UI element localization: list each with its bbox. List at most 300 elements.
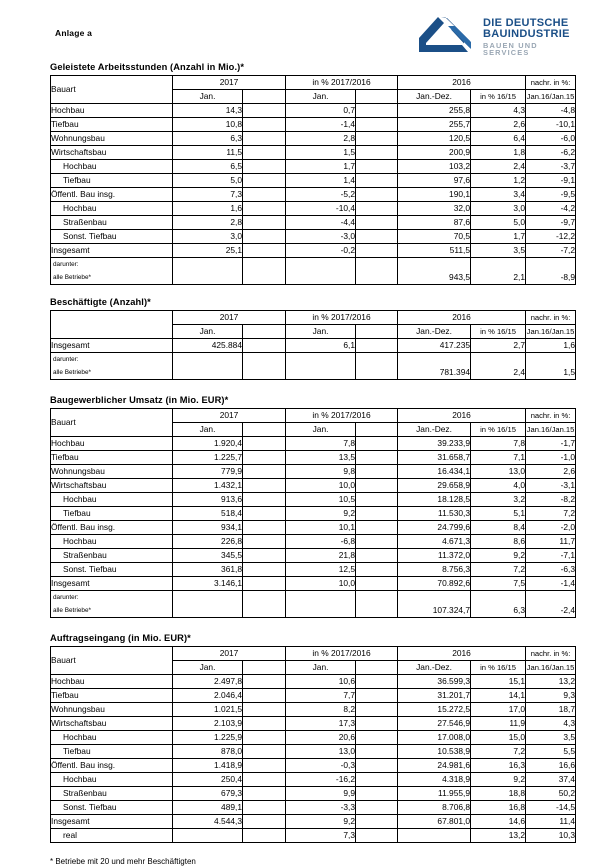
table-body (51, 675, 576, 815)
section-arbeitsstunden (50, 62, 575, 285)
cell-spacer-1 (243, 104, 286, 118)
cell-pct-jan: 13,0 (286, 745, 356, 759)
cell-pct-16-15: 2,4 (471, 160, 526, 174)
cell-spacer-2 (356, 465, 398, 479)
total-spacer-1 (243, 815, 286, 829)
darunter-spacer-2 (243, 258, 286, 272)
cell-2016-jandez: 103,2 (398, 160, 471, 174)
cell-2016-jandez: 11.372,0 (398, 549, 471, 563)
table-body (51, 104, 576, 244)
cell-pct-jan: 2,8 (286, 132, 356, 146)
header-sub-jan: Jan. (173, 423, 243, 437)
cell-pct-16-15: 16,3 (471, 759, 526, 773)
cell-nachr-jan16-jan15: 16,6 (526, 759, 576, 773)
header-spacer-1 (243, 661, 286, 675)
cell-pct-16-15: 16,8 (471, 801, 526, 815)
cell-spacer-1 (243, 188, 286, 202)
header-spacer-2 (356, 423, 398, 437)
darunter-spacer-7 (526, 591, 576, 605)
cell-nachr-jan16-jan15: -6,2 (526, 146, 576, 160)
cell-nachr-jan16-jan15: 37,4 (526, 773, 576, 787)
cell-2017-jan: 1.021,5 (173, 703, 243, 717)
cell-2016-jandez: 24.799,6 (398, 521, 471, 535)
cell-nachr-jan16-jan15: 3,5 (526, 731, 576, 745)
cell-nachr-jan16-jan15: -3,1 (526, 479, 576, 493)
cell-spacer-2 (356, 801, 398, 815)
total-2016-jandez: 70.892,6 (398, 577, 471, 591)
darunter-spacer-3 (286, 258, 356, 272)
house-arrow-logo-icon (415, 14, 477, 54)
alle-betriebe-spacer-1 (243, 271, 286, 285)
cell-2016-jandez: 31.201,7 (398, 689, 471, 703)
total-spacer-2 (356, 244, 398, 258)
cell-pct-jan: 9,9 (286, 787, 356, 801)
table-row (51, 216, 576, 230)
row-label: Tiefbau (51, 118, 173, 132)
cell-pct-16-15: 7,1 (471, 451, 526, 465)
row-label: Hochbau (51, 535, 173, 549)
real-spacer-2 (356, 829, 398, 843)
alle-betriebe-2017-jan (173, 366, 243, 380)
cell-2016-jandez: 4.671,3 (398, 535, 471, 549)
cell-pct-16-15: 4,0 (471, 479, 526, 493)
cell-pct-16-15: 6,4 (471, 132, 526, 146)
alle-betriebe-2017-jan (173, 271, 243, 285)
cell-2016-jandez: 10.538,9 (398, 745, 471, 759)
cell-nachr-jan16-jan15: -14,5 (526, 801, 576, 815)
cell-spacer-2 (356, 202, 398, 216)
total-spacer-1 (243, 339, 286, 353)
cell-pct-16-15: 7,8 (471, 437, 526, 451)
cell-nachr-jan16-jan15: 11,7 (526, 535, 576, 549)
alle-betriebe-spacer-2 (356, 604, 398, 618)
darunter-spacer-1 (173, 353, 243, 367)
cell-pct-16-15: 15,1 (471, 675, 526, 689)
darunter-spacer-1 (173, 258, 243, 272)
table-footer (51, 339, 576, 380)
cell-spacer-2 (356, 759, 398, 773)
table-header-row-1 (51, 647, 576, 661)
cell-nachr-jan16-jan15: -9,7 (526, 216, 576, 230)
cell-spacer-2 (356, 132, 398, 146)
row-label: Hochbau (51, 160, 173, 174)
cell-spacer-2 (356, 675, 398, 689)
cell-spacer-1 (243, 160, 286, 174)
cell-spacer-2 (356, 717, 398, 731)
alle-betriebe-row (51, 271, 576, 285)
header-group-2016: 2016 (398, 76, 526, 90)
header-group-2016: 2016 (398, 409, 526, 423)
cell-nachr-jan16-jan15: -1,7 (526, 437, 576, 451)
total-pct-16-15: 7,5 (471, 577, 526, 591)
cell-2017-jan: 11,5 (173, 146, 243, 160)
cell-spacer-2 (356, 479, 398, 493)
cell-2016-jandez: 24.981,6 (398, 759, 471, 773)
cell-2016-jandez: 11.955,9 (398, 787, 471, 801)
total-2016-jandez: 511,5 (398, 244, 471, 258)
cell-pct-jan: 8,2 (286, 703, 356, 717)
cell-2017-jan: 779,9 (173, 465, 243, 479)
table-row (51, 479, 576, 493)
table-auftragseingang (50, 646, 576, 843)
header-sub-jan16jan15: Jan.16/Jan.15 (526, 90, 576, 104)
real-row (51, 829, 576, 843)
header-sub-pct1615: in % 16/15 (471, 325, 526, 339)
cell-spacer-1 (243, 521, 286, 535)
alle-betriebe-label: alle Betriebe* (51, 271, 173, 285)
real-2016-jandez (398, 829, 471, 843)
cell-pct-jan: 10,6 (286, 675, 356, 689)
cell-nachr-jan16-jan15: 50,2 (526, 787, 576, 801)
total-nachr: 1,6 (526, 339, 576, 353)
table-row (51, 675, 576, 689)
total-nachr: -7,2 (526, 244, 576, 258)
cell-2017-jan: 3,0 (173, 230, 243, 244)
cell-2016-jandez: 70,5 (398, 230, 471, 244)
cell-2017-jan: 2.497,8 (173, 675, 243, 689)
row-label: Wirtschaftsbau (51, 717, 173, 731)
cell-pct-16-15: 18,8 (471, 787, 526, 801)
row-label: Straßenbau (51, 216, 173, 230)
cell-2017-jan: 250,4 (173, 773, 243, 787)
cell-pct-16-15: 8,6 (471, 535, 526, 549)
real-nachr: 10,3 (526, 829, 576, 843)
header-group-pct: in % 2017/2016 (286, 647, 398, 661)
section-title: Geleistete Arbeitsstunden (Anzahl in Mio.)* (50, 62, 245, 72)
cell-nachr-jan16-jan15: 13,2 (526, 675, 576, 689)
row-label: Hochbau (51, 731, 173, 745)
total-spacer-1 (243, 577, 286, 591)
row-label: Wirtschaftsbau (51, 479, 173, 493)
cell-spacer-1 (243, 787, 286, 801)
section-beschaeftigte (50, 297, 575, 380)
section-title: Baugewerblicher Umsatz (in Mio. EUR)* (50, 395, 229, 405)
alle-betriebe-2016-jandez: 943,5 (398, 271, 471, 285)
cell-2017-jan: 1.920,4 (173, 437, 243, 451)
cell-2017-jan: 2.046,4 (173, 689, 243, 703)
header-sub-jan16jan15: Jan.16/Jan.15 (526, 325, 576, 339)
row-label: Öffentl. Bau insg. (51, 759, 173, 773)
header-group-nachr: nachr. in %: (526, 76, 576, 90)
header-group-pct: in % 2017/2016 (286, 409, 398, 423)
cell-spacer-1 (243, 563, 286, 577)
cell-pct-16-15: 9,2 (471, 549, 526, 563)
logo-line-1: DIE DEUTSCHE (483, 17, 569, 29)
darunter-spacer-5 (398, 258, 471, 272)
darunter-spacer-4 (356, 591, 398, 605)
cell-pct-16-15: 14,1 (471, 689, 526, 703)
alle-betriebe-row (51, 604, 576, 618)
cell-2016-jandez: 255,7 (398, 118, 471, 132)
cell-pct-jan: 10,1 (286, 521, 356, 535)
header-group-2017: 2017 (173, 647, 286, 661)
total-label: Insgesamt (51, 244, 173, 258)
cell-spacer-1 (243, 202, 286, 216)
cell-2016-jandez: 15.272,5 (398, 703, 471, 717)
table-beschaeftigte (50, 310, 576, 380)
header-sub-jan2: Jan. (286, 325, 356, 339)
cell-pct-jan: 1,5 (286, 146, 356, 160)
total-label: Insgesamt (51, 339, 173, 353)
cell-pct-16-15: 7,2 (471, 563, 526, 577)
section-title: Beschäftigte (Anzahl)* (50, 297, 151, 307)
alle-betriebe-nachr: -2,4 (526, 604, 576, 618)
cell-2016-jandez: 31.658,7 (398, 451, 471, 465)
total-nachr: 11,4 (526, 815, 576, 829)
darunter-row (51, 353, 576, 367)
cell-spacer-2 (356, 507, 398, 521)
cell-pct-16-15: 7,2 (471, 745, 526, 759)
cell-pct-jan: 10,0 (286, 479, 356, 493)
darunter-spacer-4 (356, 258, 398, 272)
header-sub-jandez: Jan.-Dez. (398, 661, 471, 675)
cell-pct-jan: 17,3 (286, 717, 356, 731)
cell-pct-jan: -16,2 (286, 773, 356, 787)
header-group-2016: 2016 (398, 311, 526, 325)
cell-spacer-1 (243, 731, 286, 745)
document-header (0, 0, 613, 62)
cell-2017-jan: 1.225,7 (173, 451, 243, 465)
table-row (51, 521, 576, 535)
cell-pct-16-15: 13,0 (471, 465, 526, 479)
cell-spacer-1 (243, 675, 286, 689)
table-header-row-1 (51, 76, 576, 90)
cell-2016-jandez: 32,0 (398, 202, 471, 216)
logo-wordmark (483, 18, 575, 57)
header-sub-pct1615: in % 16/15 (471, 423, 526, 437)
total-spacer-2 (356, 815, 398, 829)
cell-pct-jan: 9,8 (286, 465, 356, 479)
alle-betriebe-pct-jan (286, 271, 356, 285)
total-spacer-2 (356, 339, 398, 353)
total-spacer-2 (356, 577, 398, 591)
table-row (51, 759, 576, 773)
cell-spacer-2 (356, 174, 398, 188)
cell-2017-jan: 1,6 (173, 202, 243, 216)
darunter-label: darunter: (51, 353, 173, 367)
cell-spacer-1 (243, 801, 286, 815)
anlage-label: Anlage a (55, 28, 93, 38)
row-label: Straßenbau (51, 549, 173, 563)
cell-pct-jan: -4,4 (286, 216, 356, 230)
cell-spacer-2 (356, 731, 398, 745)
table-row (51, 118, 576, 132)
logo-line-3: BAUEN UND SERVICES (483, 40, 538, 58)
cell-2016-jandez: 8.706,8 (398, 801, 471, 815)
logo-line-2: BAUINDUSTRIE (483, 28, 570, 41)
header-sub-jan: Jan. (173, 325, 243, 339)
cell-spacer-1 (243, 507, 286, 521)
cell-nachr-jan16-jan15: -10,1 (526, 118, 576, 132)
header-sub-jan16jan15: Jan.16/Jan.15 (526, 661, 576, 675)
cell-spacer-2 (356, 549, 398, 563)
alle-betriebe-pct-jan (286, 604, 356, 618)
alle-betriebe-nachr: 1,5 (526, 366, 576, 380)
header-sub-jandez: Jan.-Dez. (398, 90, 471, 104)
cell-spacer-2 (356, 146, 398, 160)
row-label: Hochbau (51, 202, 173, 216)
cell-nachr-jan16-jan15: -7,1 (526, 549, 576, 563)
header-sub-jandez: Jan.-Dez. (398, 325, 471, 339)
cell-2016-jandez: 17.008,0 (398, 731, 471, 745)
cell-spacer-2 (356, 535, 398, 549)
section-auftragseingang (50, 633, 575, 843)
header-sub-jan2: Jan. (286, 423, 356, 437)
company-logo (415, 12, 575, 56)
table-row (51, 465, 576, 479)
header-sub-jan2: Jan. (286, 90, 356, 104)
darunter-spacer-1 (173, 591, 243, 605)
table-row (51, 437, 576, 451)
cell-spacer-2 (356, 773, 398, 787)
total-row (51, 577, 576, 591)
row-label: Wohnungsbau (51, 465, 173, 479)
cell-nachr-jan16-jan15: 9,3 (526, 689, 576, 703)
cell-2016-jandez: 190,1 (398, 188, 471, 202)
cell-pct-jan: 9,2 (286, 507, 356, 521)
alle-betriebe-pct-16-15: 2,4 (471, 366, 526, 380)
row-label: Tiefbau (51, 451, 173, 465)
row-label: Tiefbau (51, 745, 173, 759)
cell-nachr-jan16-jan15: 18,7 (526, 703, 576, 717)
header-sub-pct1615: in % 16/15 (471, 90, 526, 104)
table-row (51, 787, 576, 801)
darunter-row (51, 258, 576, 272)
table-row (51, 549, 576, 563)
alle-betriebe-spacer-2 (356, 366, 398, 380)
total-pct-jan: 6,1 (286, 339, 356, 353)
header-bauart: Bauart (51, 76, 173, 104)
header-sub-pct1615: in % 16/15 (471, 661, 526, 675)
cell-spacer-1 (243, 773, 286, 787)
cell-2016-jandez: 27.546,9 (398, 717, 471, 731)
cell-pct-16-15: 9,2 (471, 773, 526, 787)
cell-2017-jan: 518,4 (173, 507, 243, 521)
cell-spacer-1 (243, 174, 286, 188)
cell-pct-jan: -3,0 (286, 230, 356, 244)
total-nachr: -1,4 (526, 577, 576, 591)
row-label: Wohnungsbau (51, 703, 173, 717)
darunter-spacer-7 (526, 258, 576, 272)
header-group-2016: 2016 (398, 647, 526, 661)
cell-2016-jandez: 87,6 (398, 216, 471, 230)
header-spacer-2 (356, 90, 398, 104)
cell-spacer-1 (243, 703, 286, 717)
cell-nachr-jan16-jan15: -12,2 (526, 230, 576, 244)
cell-nachr-jan16-jan15: -1,0 (526, 451, 576, 465)
cell-pct-jan: 1,7 (286, 160, 356, 174)
cell-nachr-jan16-jan15: -9,1 (526, 174, 576, 188)
cell-pct-16-15: 5,0 (471, 216, 526, 230)
header-group-nachr: nachr. in %: (526, 409, 576, 423)
total-row (51, 339, 576, 353)
cell-nachr-jan16-jan15: -4,8 (526, 104, 576, 118)
darunter-label: darunter: (51, 591, 173, 605)
cell-2016-jandez: 4.318,9 (398, 773, 471, 787)
row-label: Öffentl. Bau insg. (51, 521, 173, 535)
table-row (51, 801, 576, 815)
cell-2016-jandez: 39.233,9 (398, 437, 471, 451)
cell-pct-16-15: 2,6 (471, 118, 526, 132)
cell-nachr-jan16-jan15: 4,3 (526, 717, 576, 731)
table-header-row-1 (51, 311, 576, 325)
row-label: Sonst. Tiefbau (51, 230, 173, 244)
darunter-spacer-3 (286, 353, 356, 367)
cell-spacer-2 (356, 437, 398, 451)
cell-spacer-2 (356, 216, 398, 230)
table-row (51, 104, 576, 118)
header-sub-jan2: Jan. (286, 661, 356, 675)
cell-2017-jan: 2.103,9 (173, 717, 243, 731)
cell-2017-jan: 679,3 (173, 787, 243, 801)
header-spacer-1 (243, 325, 286, 339)
cell-spacer-1 (243, 465, 286, 479)
total-pct-16-15: 2,7 (471, 339, 526, 353)
cell-2017-jan: 226,8 (173, 535, 243, 549)
cell-pct-16-15: 8,4 (471, 521, 526, 535)
header-empty (51, 311, 173, 339)
alle-betriebe-spacer-1 (243, 366, 286, 380)
header-sub-jandez: Jan.-Dez. (398, 423, 471, 437)
total-2016-jandez: 67.801,0 (398, 815, 471, 829)
alle-betriebe-label: alle Betriebe* (51, 366, 173, 380)
cell-spacer-2 (356, 521, 398, 535)
cell-2017-jan: 878,0 (173, 745, 243, 759)
cell-spacer-2 (356, 563, 398, 577)
cell-nachr-jan16-jan15: 2,6 (526, 465, 576, 479)
row-label: Sonst. Tiefbau (51, 801, 173, 815)
cell-pct-16-15: 1,7 (471, 230, 526, 244)
darunter-row (51, 591, 576, 605)
header-group-pct: in % 2017/2016 (286, 311, 398, 325)
cell-spacer-1 (243, 535, 286, 549)
cell-pct-16-15: 11,9 (471, 717, 526, 731)
darunter-spacer-2 (243, 591, 286, 605)
cell-2016-jandez: 200,9 (398, 146, 471, 160)
cell-2017-jan: 14,3 (173, 104, 243, 118)
total-pct-16-15: 14,6 (471, 815, 526, 829)
table-row (51, 202, 576, 216)
cell-2017-jan: 361,8 (173, 563, 243, 577)
cell-spacer-1 (243, 118, 286, 132)
cell-spacer-1 (243, 451, 286, 465)
row-label: Hochbau (51, 675, 173, 689)
cell-spacer-1 (243, 717, 286, 731)
section-title: Auftragseingang (in Mio. EUR)* (50, 633, 191, 643)
cell-nachr-jan16-jan15: -9,5 (526, 188, 576, 202)
cell-spacer-2 (356, 493, 398, 507)
cell-spacer-1 (243, 493, 286, 507)
cell-spacer-2 (356, 787, 398, 801)
total-pct-jan: 9,2 (286, 815, 356, 829)
total-2017-jan: 25,1 (173, 244, 243, 258)
cell-nachr-jan16-jan15: -6,3 (526, 563, 576, 577)
row-label: Straßenbau (51, 787, 173, 801)
cell-2016-jandez: 11.530,3 (398, 507, 471, 521)
row-label: Öffentl. Bau insg. (51, 188, 173, 202)
header-group-2017: 2017 (173, 409, 286, 423)
table-body (51, 437, 576, 577)
cell-pct-jan: 0,7 (286, 104, 356, 118)
header-group-2017: 2017 (173, 76, 286, 90)
alle-betriebe-pct-16-15: 2,1 (471, 271, 526, 285)
table-footer (51, 815, 576, 843)
cell-pct-jan: 20,6 (286, 731, 356, 745)
header-bauart: Bauart (51, 647, 173, 675)
darunter-label: darunter: (51, 258, 173, 272)
darunter-spacer-3 (286, 591, 356, 605)
total-label: Insgesamt (51, 577, 173, 591)
